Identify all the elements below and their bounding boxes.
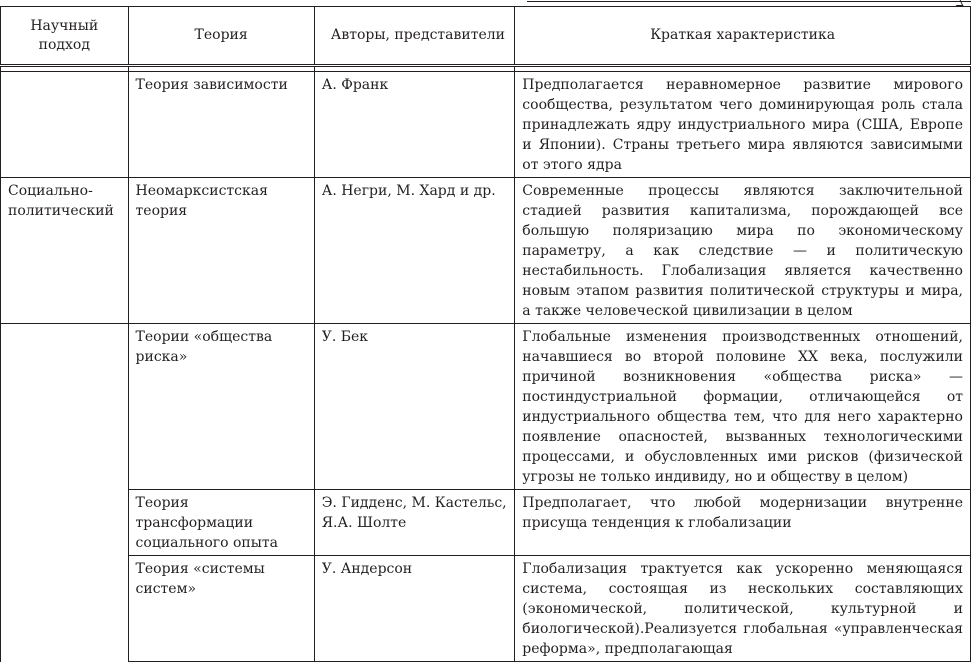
header-description: Краткая характеристика <box>515 7 971 66</box>
continuation-rule <box>0 0 971 5</box>
header-authors: Авторы, представители <box>314 7 515 66</box>
authors-cell: Э. Гидденс, М. Кастельс, Я.А. Шолте <box>314 490 515 556</box>
header-approach: Научный подход <box>1 7 129 66</box>
table-header <box>1 7 971 66</box>
table-row <box>1 490 971 556</box>
table-row <box>1 178 971 324</box>
theories-table <box>0 6 971 662</box>
approach-cell <box>1 72 129 178</box>
theory-cell: Теория трансформации социального опыта <box>128 490 314 556</box>
authors-cell: А. Франк <box>314 72 515 178</box>
table-row <box>1 324 971 490</box>
theory-cell: Неомарксистская теория <box>128 178 314 324</box>
description-cell: Глобальные изменения производственных отношений, начавшиеся во второй половине XX века, послужили причиной возникновения «общества риска» — постиндустриальной формации, отличающейся от индустриального общества тем, что для него характерно появление опасностей, вызванных технологическими процессами, и обусловленных ими рисков (физической угрозы не только индивиду, но и обществу в целом) <box>515 324 971 490</box>
approach-cell <box>1 556 129 662</box>
authors-cell: А. Негри, М. Хард и др. <box>314 178 515 324</box>
description-cell: Современные процессы являются заключительной стадией развития капитализма, порождающей все большую поляризацию мира по экономическому параметру, а как следствие — и политическую нестабильность. Глобализация является качественно новым этапом развития политической структуры и мира, а также человеческой цивилизации в целом <box>515 178 971 324</box>
authors-cell: У. Бек <box>314 324 515 490</box>
theory-cell: Теории «общества риска» <box>128 324 314 490</box>
approach-cell <box>1 324 129 490</box>
theory-cell: Теория зависимости <box>128 72 314 178</box>
approach-cell <box>1 490 129 556</box>
description-cell: Предполагается неравномерное развитие мирового сообщества, результатом чего доминирующая роль стала принадлежать ядру индустриального мира (США, Европе и Японии). Страны третьего мира являются зависимыми от этого ядра <box>515 72 971 178</box>
theory-cell: Теория «системы систем» <box>128 556 314 662</box>
description-cell: Предполагает, что любой модернизации внутренне присуща тенденция к глобализации <box>515 490 971 556</box>
continuation-line <box>527 1 971 2</box>
table-row <box>1 72 971 178</box>
authors-cell: У. Андерсон <box>314 556 515 662</box>
header-theory: Теория <box>128 7 314 66</box>
description-cell: Глобализация трактуется как ускоренно меняющаяся система, состоящая из нескольких составляющих (экономической, политической, культурной и биологической).Реализуется глобальная «управленческая реформа», предполагающая <box>515 556 971 662</box>
table-row <box>1 556 971 662</box>
approach-cell: Социально-политический <box>1 178 129 324</box>
